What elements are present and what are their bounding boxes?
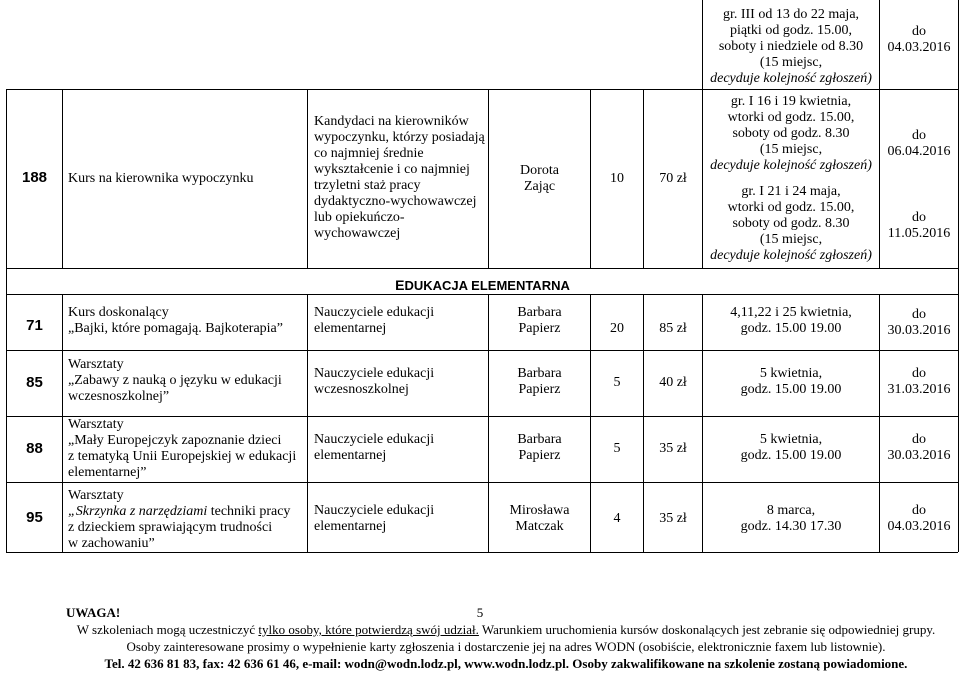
deadline-label: do (912, 128, 926, 143)
course-deadline (880, 307, 958, 339)
course-dates (703, 503, 879, 535)
course-hours: 10 (610, 171, 624, 186)
title-line: z tematyką Unii Europejskiej w edukacji (68, 449, 297, 464)
course-deadline-1 (880, 128, 958, 160)
audience-line: Nauczyciele edukacji (314, 432, 435, 447)
leader-last-name: Zając (523, 179, 556, 194)
course-title: Kurs na kierownika wypoczynku (68, 171, 254, 186)
title-line: elementarnej” (68, 465, 147, 480)
row-number: 71 (26, 317, 43, 334)
top-row-schedule (703, 7, 879, 87)
footer-line-2: Osoby zainteresowane prosimy o wypełnienie karty zgłoszenia i dostarczenie jej na adres WODN (osobiście, elektronicznie faxem lub listownie). (126, 639, 886, 654)
schedule-line: soboty i niedziele od 8.30 (718, 39, 864, 54)
course-deadline (880, 432, 958, 464)
course-price: 40 zł (659, 375, 687, 390)
course-title (68, 305, 306, 337)
deadline-label: do (912, 503, 926, 518)
schedule-line: (15 miejsc, (759, 142, 823, 157)
course-price: 70 zł (659, 171, 687, 186)
title-line: „Bajki, które pomagają. Bajkoterapia” (68, 321, 283, 336)
course-dates (703, 366, 879, 398)
schedule-line: wtorki od godz. 15.00, (727, 110, 855, 125)
row-number: 88 (26, 440, 43, 457)
audience-line: Nauczyciele edukacji (314, 366, 435, 381)
schedule-line: gr. III od 13 do 22 maja, (722, 7, 860, 22)
course-leader (489, 163, 590, 195)
schedule-line: soboty od godz. 8.30 (732, 126, 850, 141)
course-leader (489, 432, 590, 464)
course-audience (314, 366, 486, 398)
dates-line: godz. 15.00 19.00 (740, 448, 842, 463)
title-line (68, 504, 306, 520)
leader-last-name: Papierz (518, 321, 561, 336)
schedule-line: decyduje kolejność zgłoszeń) (710, 248, 872, 263)
leader-last-name: Matczak (515, 519, 564, 534)
title-line: Warsztaty (68, 488, 124, 503)
footer-contact: Tel. 42 636 81 83, fax: 42 636 61 46, e-mail: wodn@wodn.lodz.pl, www.wodn.lodz.pl. Osoby zakwalifikowane na szkolenie zostaną powiadomione. (104, 656, 908, 671)
section-heading (7, 277, 958, 294)
schedule-line: (15 miejsc, (759, 232, 823, 247)
row-number: 95 (26, 509, 43, 526)
deadline-label: do (912, 366, 926, 381)
deadline-label: do (912, 210, 926, 225)
title-line: Warsztaty (68, 417, 124, 432)
deadline-label: do (912, 432, 926, 447)
leader-last-name: Papierz (518, 382, 561, 397)
deadline-date: 31.03.2016 (887, 382, 951, 397)
leader-first-name: Mirosława (509, 503, 570, 518)
footer-line-1-underlined: tylko osoby, które potwierdzą swój udział. (258, 622, 479, 637)
leader-last-name: Papierz (518, 448, 561, 463)
title-line: Warsztaty (68, 357, 124, 372)
course-hours: 4 (613, 511, 621, 526)
title-line: „Zabawy z nauką o języku w edukacji (68, 373, 282, 388)
course-schedule-group1 (703, 94, 879, 174)
page-number: 5 (476, 605, 484, 620)
footer-line-1 (66, 622, 946, 638)
title-line: „Mały Europejczyk zapoznanie dzieci (68, 433, 282, 448)
audience-line: wypoczynku, którzy posiadają (314, 130, 485, 145)
title-rest-part: techniki pracy (207, 504, 291, 519)
audience-line: dydaktyczno-wychowawczej (314, 194, 477, 209)
schedule-line: gr. I 16 i 19 kwietnia, (730, 94, 852, 109)
section-heading-rest: DUKACJA ELEMENTARNA (404, 278, 570, 293)
audience-line: wychowawczej (314, 226, 401, 241)
footer-warning: UWAGA! (66, 605, 121, 620)
audience-line: elementarnej (314, 519, 387, 534)
course-deadline (880, 503, 958, 535)
course-audience (314, 114, 486, 242)
deadline-date: 04.03.2016 (887, 519, 951, 534)
course-hours: 5 (613, 375, 621, 390)
course-audience (314, 503, 486, 535)
top-row-deadline (880, 24, 958, 56)
course-price: 35 zł (659, 441, 687, 456)
leader-first-name: Barbara (517, 432, 562, 447)
audience-line: co najmniej średnie (314, 146, 424, 161)
deadline-date: 06.04.2016 (887, 144, 951, 159)
audience-line: Nauczyciele edukacji (314, 305, 435, 320)
leader-first-name: Barbara (517, 366, 562, 381)
deadline-date: 04.03.2016 (887, 40, 951, 55)
title-line: Kurs doskonalący (68, 305, 169, 320)
dates-line: 8 marca, (766, 503, 816, 518)
course-dates (703, 432, 879, 464)
audience-line: elementarnej (314, 321, 387, 336)
course-schedule-group2 (703, 184, 879, 264)
audience-line: trzyletni staż pracy (314, 178, 421, 193)
course-price: 35 zł (659, 511, 687, 526)
schedule-line: wtorki od godz. 15.00, (727, 200, 855, 215)
dates-line: 5 kwietnia, (759, 366, 823, 381)
schedule-line: piątki od godz. 15.00, (729, 23, 853, 38)
schedule-line: (15 miejsc, (759, 55, 823, 70)
leader-first-name: Dorota (520, 163, 559, 178)
dates-line: 4,11,22 i 25 kwietnia, (730, 305, 852, 320)
course-hours: 20 (610, 321, 624, 336)
title-italic-part: „Skrzynka z narzędziami (68, 504, 208, 519)
course-dates (703, 305, 879, 337)
deadline-date: 30.03.2016 (887, 323, 951, 338)
course-title (68, 417, 306, 481)
course-leader (489, 305, 590, 337)
dates-line: 5 kwietnia, (759, 432, 823, 447)
dates-line: godz. 15.00 19.00 (740, 321, 842, 336)
title-line: wczesnoszkolnej” (68, 389, 170, 404)
deadline-date: 11.05.2016 (887, 226, 951, 241)
audience-line: elementarnej (314, 448, 387, 463)
title-line: w zachowaniu” (68, 536, 155, 551)
dates-line: godz. 15.00 19.00 (740, 382, 842, 397)
audience-line: wczesnoszkolnej (314, 382, 409, 397)
audience-line: Nauczyciele edukacji (314, 503, 435, 518)
course-deadline-2 (880, 210, 958, 242)
schedule-line: soboty od godz. 8.30 (732, 216, 850, 231)
course-deadline (880, 366, 958, 398)
title-line: z dzieckiem sprawiającym trudności (68, 520, 273, 535)
row-number: 188 (21, 169, 48, 186)
course-leader (489, 503, 590, 535)
leader-first-name: Barbara (517, 305, 562, 320)
section-heading-initial: E (395, 277, 405, 293)
course-title (68, 357, 306, 405)
audience-line: Kandydaci na kierowników (314, 114, 469, 129)
audience-line: lub opiekuńczo- (314, 210, 405, 225)
footer-line-1-end: Warunkiem uruchomienia kursów doskonalących jest zebranie się odpowiedniej grupy. (478, 622, 936, 637)
course-leader (489, 366, 590, 398)
deadline-date: 30.03.2016 (887, 448, 951, 463)
audience-line: wykształcenie i co najmniej (314, 162, 470, 177)
course-title (68, 488, 306, 552)
row-number: 85 (26, 374, 43, 391)
deadline-label: do (912, 307, 926, 322)
schedule-line: gr. I 21 i 24 maja, (741, 184, 841, 199)
course-hours: 5 (613, 441, 621, 456)
footer-line-1-start: W szkoleniach mogą uczestniczyć (76, 622, 259, 637)
deadline-label: do (912, 24, 926, 39)
dates-line: godz. 14.30 17.30 (740, 519, 842, 534)
schedule-line: decyduje kolejność zgłoszeń) (710, 158, 872, 173)
course-audience (314, 432, 486, 464)
course-price: 85 zł (659, 321, 687, 336)
course-audience (314, 305, 486, 337)
schedule-line: decyduje kolejność zgłoszeń) (710, 71, 872, 86)
